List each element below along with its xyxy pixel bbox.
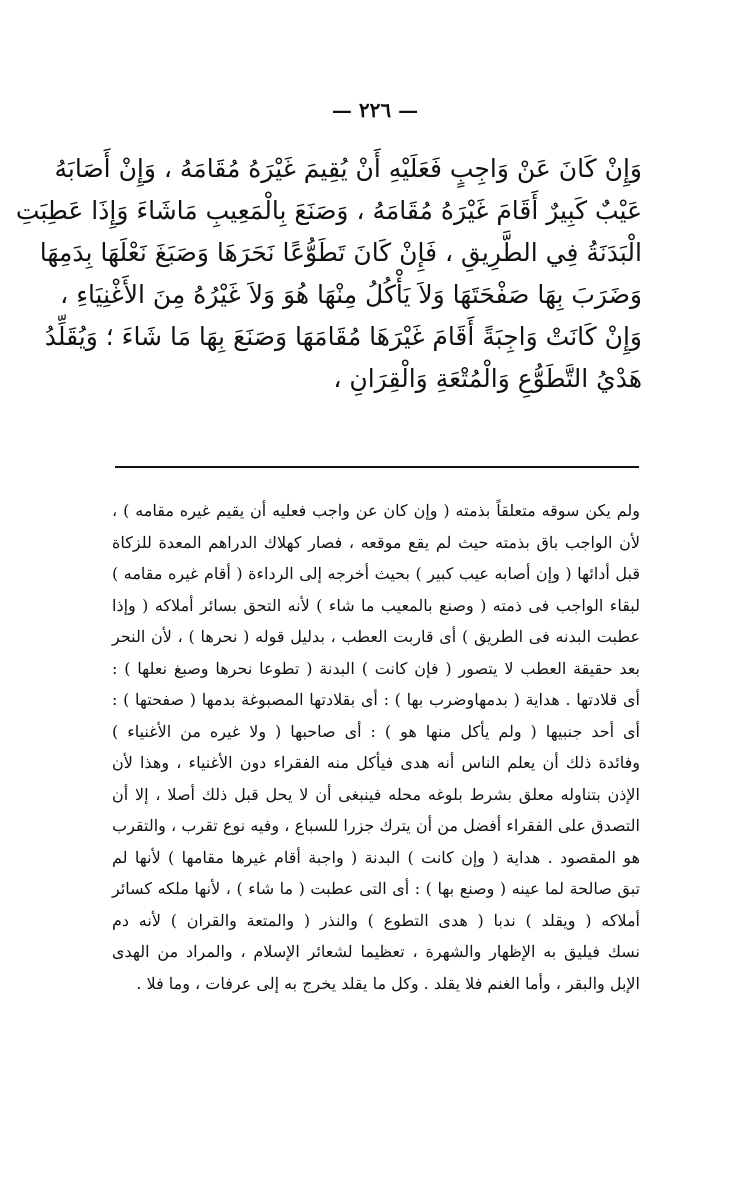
commentary-line: ولم يكن سوقه متعلقاً بذمته ( وإن كان عن واجب فعليه أن يقيم غيره مقامه ) ، xyxy=(112,501,640,520)
commentary-line: تبق صالحة لما عينه ( وصنع بها ) : أى التى عطبت ( ما شاء ) ، لأنها ملكه كسائر xyxy=(112,879,640,898)
commentary-line: أى قلادتها . هداية ( بدمهاوضرب بها ) : أى بقلادتها المصبوغة بدمها ( صفحتها ) : xyxy=(112,690,640,709)
main-text-line: وَإِنْ كَانَتْ وَاجِبَةً أَقَامَ غَيْرَهَا مُقَامَهَا وَصَنَعَ بِهَا مَا شَاءَ ؛ وَيُقَلِّدُ xyxy=(44,322,642,351)
separator-rule xyxy=(115,466,639,468)
commentary-line: نسك فيليق به الإظهار والشهرة ، تعظيما لشعائر الإسلام ، والمراد من الهدى xyxy=(112,942,640,961)
main-text xyxy=(15,148,642,400)
commentary-line: عطبت البدنه فى الطريق ) أى قاربت العطب ، بدليل قوله ( نحرها ) ، لأن النحر xyxy=(112,627,640,646)
main-text-line: الْبَدَنَةُ فِي الطَّرِيقِ ، فَإِنْ كَانَ تَطَوُّعًا نَحَرَهَا وَصَبَغَ نَعْلَهَا بِدَمِهَا xyxy=(39,238,642,267)
commentary-text xyxy=(112,495,640,999)
commentary-line: بعد حقيقة العطب لا يتصور ( فإن كانت ) البدنة ( تطوعا نحرها وصبغ نعلها ) : xyxy=(112,658,640,678)
commentary-line: وفائدة ذلك أن يعلم الناس أنه هدى فيأكل منه الفقراء دون الأغنياء ، وهذا لأن xyxy=(112,753,640,772)
main-text-line: عَيْبٌ كَبِيرٌ أَقَامَ غَيْرَهُ مُقَامَهُ ، وَصَنَعَ بِالْمَعِيبِ مَاشَاءَ وَإِذَا عَطِبَتِ xyxy=(15,196,642,225)
commentary-line: الإذن بتناوله معلق بشرط بلوغه محله فينبغى أن لا يحل قبل ذلك أصلا ، إلا أن xyxy=(112,784,640,804)
main-text-line: هَدْيُ التَّطَوُّعِ وَالْمُتْعَةِ وَالْقِرَانِ ، xyxy=(333,364,642,393)
commentary-line: أملاكه ( ويقلد ) ندبا ( هدى التطوع ) والنذر ( والمتعة والقران ) لأنه دم xyxy=(112,910,640,930)
commentary-line: الإبل والبقر ، وأما الغنم فلا يقلد . وكل ما يقلد يخرج به إلى عرفات ، وما فلا . xyxy=(136,973,640,993)
commentary-line: أى أحد جنبيها ( ولم يأكل منها هو ) : أى صاحبها ( ولا غيره من الأغنياء ) xyxy=(112,721,640,741)
commentary-line: لبقاء الواجب فى ذمته ( وصنع بالمعيب ما شاء ) لأنه التحق بسائر أملاكه ( وإذا xyxy=(112,595,640,615)
commentary-line: هو المقصود . هداية ( وإن كانت ) البدنة ( واجبة أقام غيرها مقامها ) لأنها لم xyxy=(112,847,640,867)
commentary-line: قبل أدائها ( وإن أصابه عيب كبير ) بحيث أخرجه إلى الرداءة ( أقام غيره مقامه ) xyxy=(112,564,640,583)
commentary-line: التصدق على الفقراء أفضل من أن يترك جزرا للسباع ، وفيه نوع تقرب ، والتقرب xyxy=(112,816,640,835)
page-number: — ٢٢٦ — xyxy=(331,98,419,122)
main-text-line: وَضَرَبَ بِهَا صَفْحَتَهَا وَلاَ يَأْكُلُ مِنْهَا هُوَ وَلاَ غَيْرُهُ مِنَ الأَغْنِيَاءِ ، xyxy=(60,280,642,309)
commentary-line: لأن الواجب باق بذمته حيث لم يقع موقعه ، فصار كهلاك الدراهم المعدة للزكاة xyxy=(112,532,640,552)
main-text-line: وَإِنْ كَانَ عَنْ وَاجِبٍ فَعَلَيْهِ أَنْ يُقِيمَ غَيْرَهُ مُقَامَهُ ، وَإِنْ أَصَابَهُ xyxy=(54,154,642,183)
